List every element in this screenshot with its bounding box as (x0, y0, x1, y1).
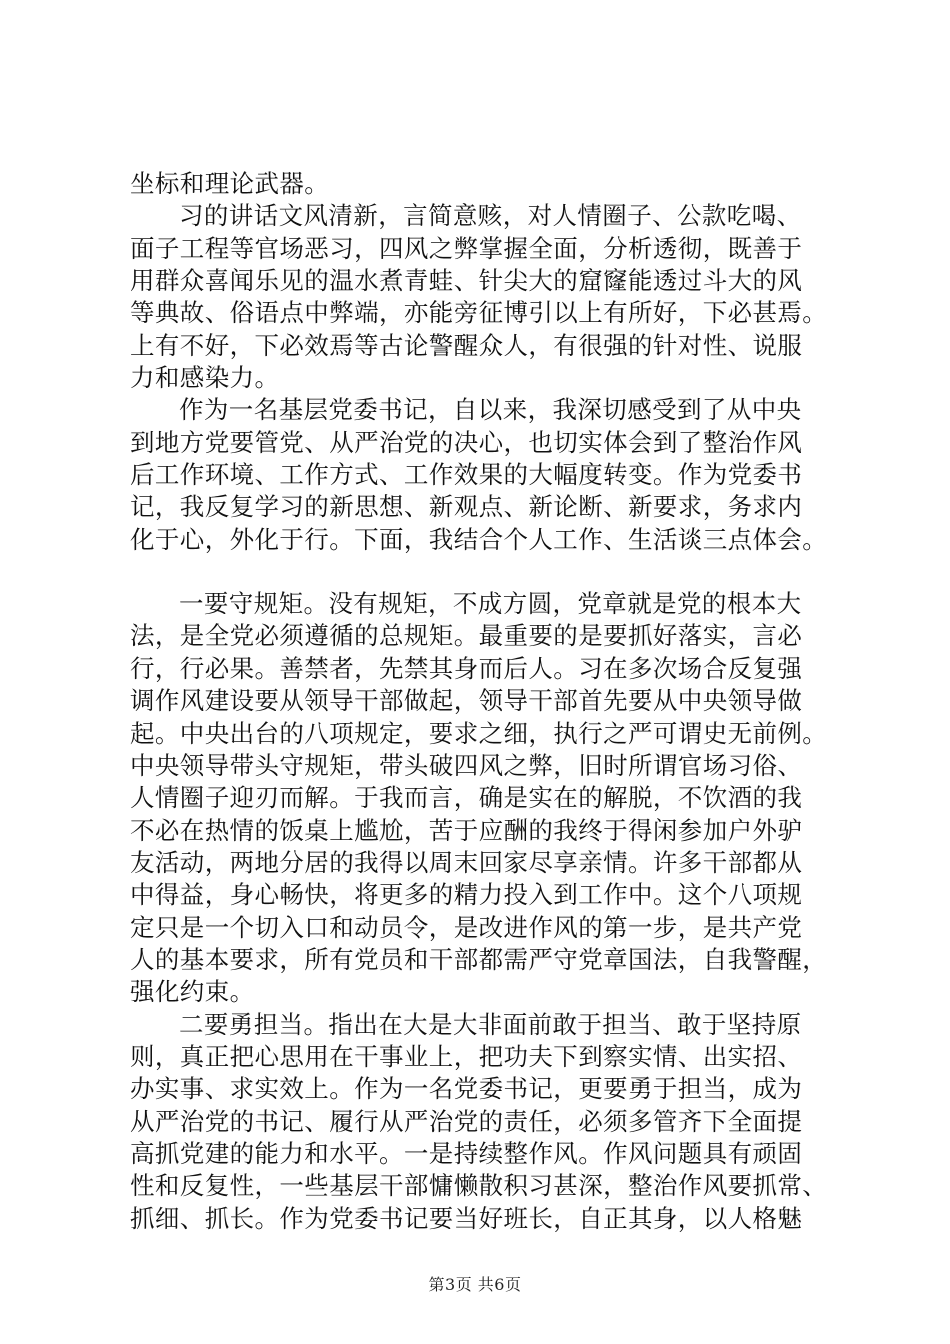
text-line: 不必在热情的饭桌上尴尬，苦于应酬的我终于得闲参加户外驴 (130, 815, 803, 845)
text-line: 中得益，身心畅快，将更多的精力投入到工作中。这个八项规 (130, 880, 803, 910)
text-line: 抓细、抓长。作为党委书记要当好班长，自正其身，以人格魅 (130, 1203, 803, 1233)
paragraph (130, 1009, 830, 1235)
text-line: 二要勇担当。指出在大是大非面前敢于担当、敢于坚持原 (179, 1009, 802, 1039)
text-line: 行，行必果。善禁者，先禁其身而后人。习在多次场合反复强 (130, 653, 803, 683)
text-line: 化于心，外化于行。下面，我结合个人工作、生活谈三点体会。 (130, 524, 828, 554)
text-line: 性和反复性，一些基层干部慵懒散积习甚深，整治作风要抓常、 (130, 1171, 828, 1201)
document-body (130, 168, 830, 1235)
text-line: 定只是一个切入口和动员令，是改进作风的第一步，是共产党 (130, 912, 803, 942)
text-line: 人情圈子迎刃而解。于我而言，确是实在的解脱，不饮酒的我 (130, 783, 803, 813)
paragraph (130, 394, 830, 556)
text-line: 友活动，两地分居的我得以周末回家尽享亲情。许多干部都从 (130, 847, 803, 877)
text-line: 高抓党建的能力和水平。一是持续整作风。作风问题具有顽固 (130, 1138, 803, 1168)
text-line: 办实事、求实效上。作为一名党委书记，更要勇于担当，成为 (130, 1074, 803, 1104)
text-line: 面子工程等官场恶习，四风之弊掌握全面，分析透彻，既善于 (130, 233, 803, 263)
text-line: 人的基本要求，所有党员和干部都需严守党章国法，自我警醒， (130, 944, 828, 974)
text-line: 到地方党要管党、从严治党的决心，也切实体会到了整治作风 (130, 427, 803, 457)
text-line: 力和感染力。 (130, 363, 280, 393)
text-line: 中央领导带头守规矩，带头破四风之弊，旧时所谓官场习俗、 (130, 750, 803, 780)
text-line: 从严治党的书记、履行从严治党的责任，必须多管齐下全面提 (130, 1106, 803, 1136)
text-line: 作为一名基层党委书记，自以来，我深切感受到了从中央 (179, 395, 802, 425)
text-line: 起。中央出台的八项规定，要求之细，执行之严可谓史无前例。 (130, 718, 828, 748)
text-line: 法，是全党必须遵循的总规矩。最重要的是要抓好落实，言必 (130, 621, 803, 651)
paragraph (130, 200, 830, 394)
text-line: 坐标和理论武器。 (130, 169, 330, 198)
paragraph (130, 168, 830, 200)
text-line: 调作风建设要从领导干部做起，领导干部首先要从中央领导做 (130, 686, 803, 716)
text-line: 一要守规矩。没有规矩，不成方圆，党章就是党的根本大 (179, 589, 802, 619)
text-line: 则，真正把心思用在干事业上，把功夫下到察实情、出实招、 (130, 1041, 803, 1071)
text-line: 等典故、俗语点中弊端，亦能旁征博引以上有所好，下必甚焉。 (130, 298, 828, 328)
text-line: 后工作环境、工作方式、工作效果的大幅度转变。作为党委书 (130, 460, 803, 490)
text-line: 上有不好，下必效焉等古论警醒众人，有很强的针对性、说服 (130, 330, 803, 360)
text-line: 强化约束。 (130, 977, 255, 1007)
paragraph (130, 588, 830, 1008)
text-line: 用群众喜闻乐见的温水煮青蛙、针尖大的窟窿能透过斗大的风 (130, 266, 803, 296)
text-line: 习的讲话文风清新，言简意赅，对人情圈子、公款吃喝、 (179, 201, 802, 231)
text-line: 记，我反复学习的新思想、新观点、新论断、新要求，务求内 (130, 492, 803, 522)
paragraph-gap (130, 556, 830, 588)
page-footer: 第3页 共6页 (428, 1275, 522, 1294)
